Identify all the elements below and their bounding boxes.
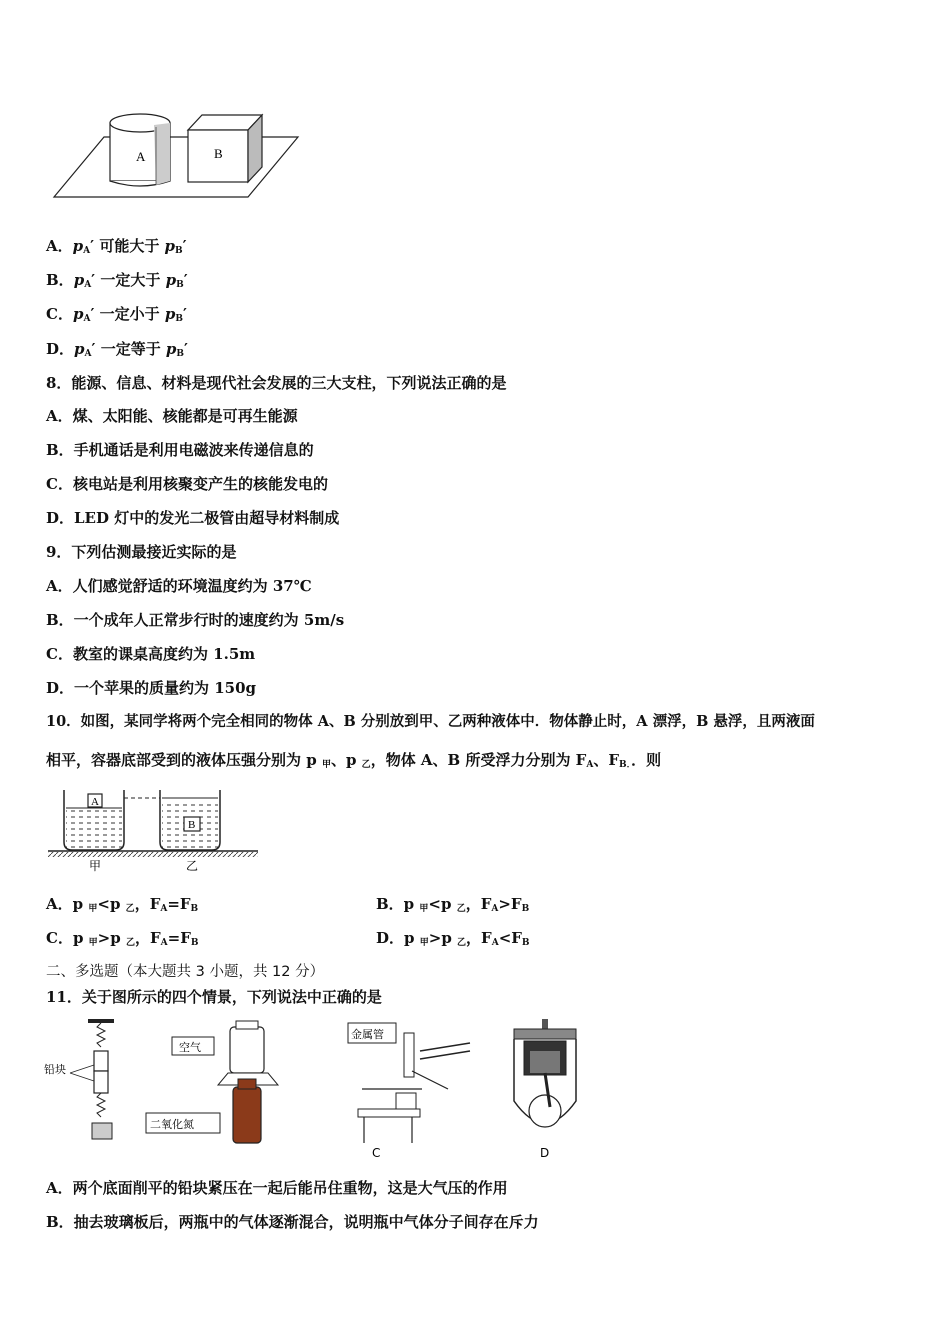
scene-engine (514, 1019, 576, 1160)
label-c: C (372, 1146, 381, 1160)
box-a-label: A (91, 796, 99, 808)
q8-stem: 8．能源、信息、材料是现代社会发展的三大支柱，下列说法正确的是 (46, 374, 507, 392)
q7-option-c: C．$p_A'$ 一定小于 $p_B'$ (46, 305, 187, 324)
label-b: B (214, 146, 223, 161)
q9-option-a: A．人们感觉舒适的环境温度约为 37℃ (46, 577, 312, 595)
label-a: A (136, 149, 146, 164)
q11-option-b: B．抽去玻璃板后，两瓶中的气体逐渐混合，说明瓶中气体分子间存在斥力 (46, 1213, 539, 1231)
q10-stem-line1: 10．如图，某同学将两个完全相同的物体 A、B 分别放到甲、乙两种液体中．物体静止时，A 漂浮，B 悬浮，且两液面 (46, 713, 815, 730)
q10-option-c: C．p $_甲$>p $_乙$，$F_A=F_B$ (46, 929, 199, 948)
q9-stem: 9．下列估测最接近实际的是 (46, 543, 237, 561)
q9-option-d: D．一个苹果的质量约为 150g (46, 679, 257, 697)
figure-two-beakers (46, 784, 261, 874)
q10-option-a: A．p $_甲$<p $_乙$，$F_A=F_B$ (46, 895, 199, 914)
q8-option-d: D．LED 灯中的发光二极管由超导材料制成 (46, 509, 340, 527)
box-b-label: B (188, 819, 196, 831)
q10-option-b: B．p $_甲$<p $_乙$，$F_A>F_B$ (376, 895, 530, 914)
label-lead: 铅块 (44, 1063, 66, 1076)
q8-option-c: C．核电站是利用核聚变产生的核能发电的 (46, 475, 328, 493)
q10-stem-line2: 相平，容器底部受到的液体压强分别为 p $_甲$、p $_乙$，物体 A、B 所受浮力分别为 $F_A$、$F_{B.}$．则 (46, 751, 662, 770)
label-yi: 乙 (186, 859, 199, 873)
scene-metal-tube (348, 1023, 470, 1160)
label-d: D (540, 1146, 550, 1160)
q7-option-d: D．$p_A'$ 一定等于 $p_B'$ (46, 340, 188, 359)
label-jia: 甲 (89, 859, 102, 873)
q11-option-a: A．两个底面削平的铅块紧压在一起后能吊住重物，这是大气压的作用 (46, 1179, 508, 1197)
label-tube: 金属管 (351, 1028, 384, 1041)
scene-gas-bottles (146, 1021, 278, 1143)
q7-option-b: B．$p_A'$ 一定大于 $p_B'$ (46, 271, 188, 290)
label-air: 空气 (179, 1041, 201, 1054)
q8-option-a: A．煤、太阳能、核能都是可再生能源 (46, 407, 298, 425)
figure-cylinder-cube (46, 105, 306, 200)
q11-stem: 11．关于图所示的四个情景，下列说法中正确的是 (46, 988, 382, 1006)
q9-option-c: C．教室的课桌高度约为 1.5m (46, 645, 256, 663)
q8-option-b: B．手机通话是利用电磁波来传递信息的 (46, 441, 314, 459)
figure-four-scenes (40, 1015, 600, 1165)
scene-lead-blocks (44, 1019, 114, 1139)
section-2-heading: 二、多选题（本大题共 3 小题，共 12 分） (46, 964, 325, 980)
q10-option-d: D．p $_甲$>p $_乙$，$F_A<F_B$ (376, 929, 530, 948)
label-no2: 二氧化氮 (150, 1118, 194, 1131)
q7-option-a: A．$p_A'$ 可能大于 $p_B'$ (46, 237, 187, 256)
q9-option-b: B．一个成年人正常步行时的速度约为 5m/s (46, 611, 345, 629)
